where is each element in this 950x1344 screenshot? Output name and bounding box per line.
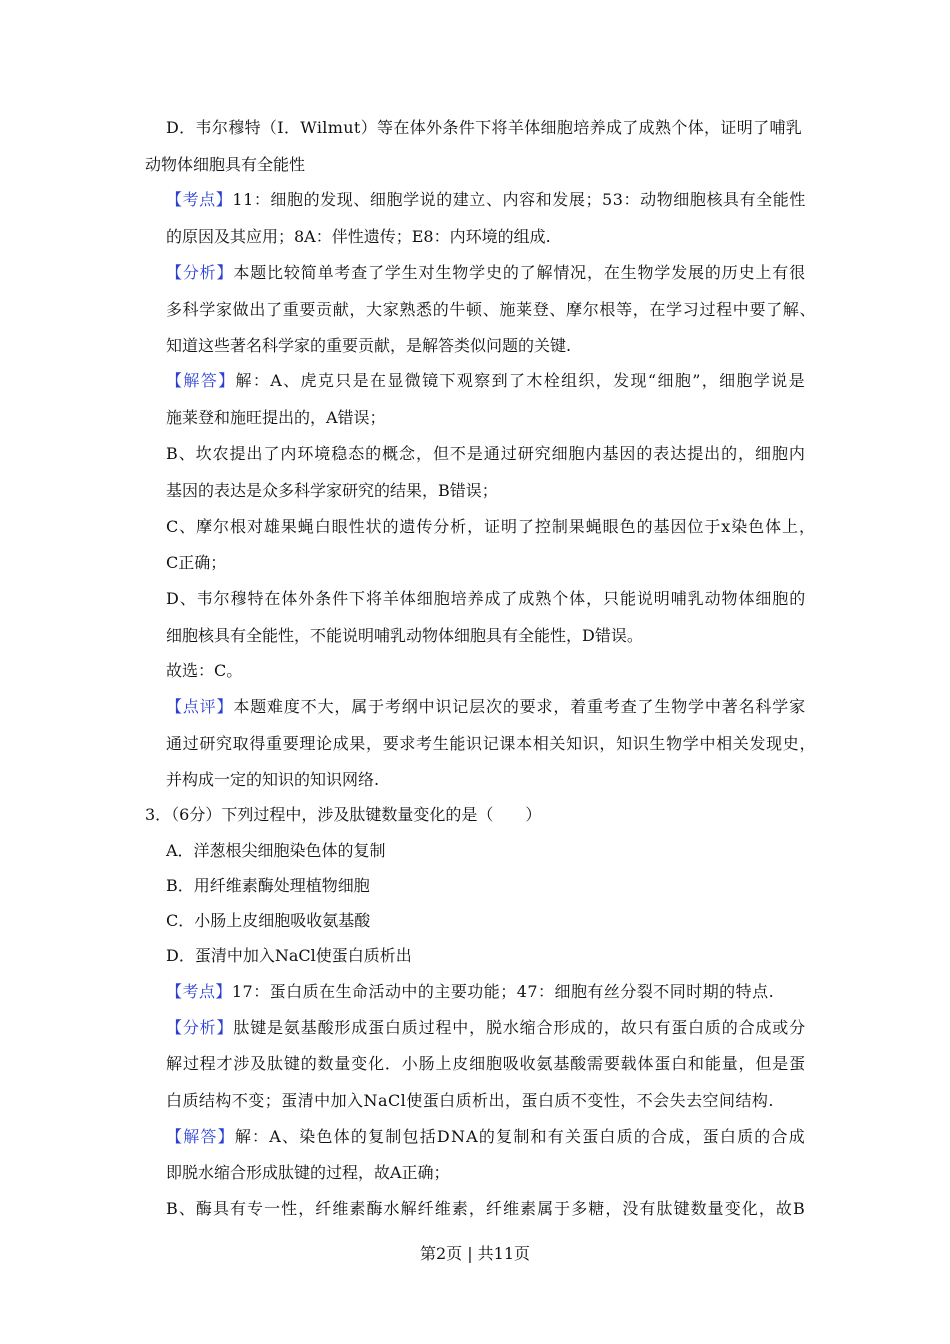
line-text: C正确； bbox=[166, 553, 227, 572]
text-line bbox=[166, 982, 774, 1002]
line-text: 即脱水缩合形成肽键的过程，故A正确； bbox=[166, 1163, 450, 1182]
section-tag: 【分析】 bbox=[166, 263, 234, 282]
text-line bbox=[166, 1199, 806, 1219]
line-text: 多科学家做出了重要贡献，大家熟悉的牛顿、施莱登、摩尔根等，在学习过程中要了解、 bbox=[166, 300, 817, 319]
text-line bbox=[166, 1127, 806, 1147]
line-text: C．小肠上皮细胞吸收氨基酸 bbox=[166, 911, 371, 930]
line-text: D．蛋清中加入NaCl使蛋白质析出 bbox=[166, 946, 412, 965]
line-text: 肽键是氨基酸形成蛋白质过程中，脱水缩合形成的，故只有蛋白质的合成或分 bbox=[233, 1018, 806, 1037]
text-line bbox=[166, 876, 370, 896]
text-line bbox=[166, 946, 412, 966]
text-line bbox=[166, 517, 816, 537]
text-line bbox=[166, 300, 816, 320]
text-line bbox=[166, 553, 226, 573]
text-line bbox=[166, 118, 802, 138]
line-text: 施莱登和施旺提出的，A错误； bbox=[166, 408, 386, 427]
line-text: 故选：C。 bbox=[166, 661, 243, 680]
line-text: 白质结构不变；蛋清中加入NaCl使蛋白质析出，蛋白质不变性，不会失去空间结构. bbox=[166, 1091, 774, 1110]
line-text: 3．（6分）下列过程中，涉及肽键数量变化的是（ ） bbox=[145, 805, 542, 824]
line-text: 解过程才涉及肽键的数量变化．小肠上皮细胞吸收氨基酸需要载体蛋白和能量，但是蛋 bbox=[166, 1054, 806, 1073]
line-text: A．洋葱根尖细胞染色体的复制 bbox=[166, 841, 386, 860]
section-tag: 【考点】 bbox=[166, 190, 233, 209]
line-text: 本题难度不大，属于考纲中识记层次的要求，着重考查了生物学中著名科学家 bbox=[233, 697, 806, 716]
text-line bbox=[145, 805, 541, 825]
line-text: C、摩尔根对雄果蝇白眼性状的遗传分析，证明了控制果蝇眼色的基因位于x染色体上， bbox=[166, 517, 816, 536]
text-line bbox=[166, 589, 806, 609]
line-text: B、酶具有专一性，纤维素酶水解纤维素，纤维素属于多糖，没有肽键数量变化，故B bbox=[166, 1199, 806, 1218]
text-line bbox=[166, 841, 386, 861]
text-line bbox=[166, 336, 571, 356]
line-text: 解：A、染色体的复制包括DNA的复制和有关蛋白质的合成，蛋白质的合成 bbox=[234, 1127, 806, 1146]
text-line bbox=[166, 661, 242, 681]
text-line bbox=[166, 263, 806, 283]
text-line bbox=[166, 408, 386, 428]
text-line bbox=[166, 626, 643, 646]
text-line bbox=[166, 911, 370, 931]
line-text: 的原因及其应用；8A：伴性遗传；E8：内环境的组成. bbox=[166, 227, 551, 246]
text-line bbox=[166, 444, 806, 464]
line-text: 基因的表达是众多科学家研究的结果，B错误； bbox=[166, 481, 498, 500]
section-tag: 【分析】 bbox=[166, 1018, 234, 1037]
text-line bbox=[166, 481, 498, 501]
text-line bbox=[166, 227, 551, 247]
line-text: 动物体细胞具有全能性 bbox=[145, 155, 306, 174]
line-text: D、韦尔穆特在体外条件下将羊体细胞培养成了成熟个体，只能说明哺乳动物体细胞的 bbox=[166, 589, 807, 608]
line-text: 细胞核具有全能性，不能说明哺乳动物体细胞具有全能性，D错误。 bbox=[166, 626, 643, 645]
section-tag: 【解答】 bbox=[166, 371, 236, 390]
line-text: 知道这些著名科学家的重要贡献，是解答类似问题的关键. bbox=[166, 336, 572, 355]
line-text: 11：细胞的发现、细胞学说的建立、内容和发展；53：动物细胞核具有全能性 bbox=[232, 190, 806, 209]
text-line bbox=[166, 1018, 806, 1038]
line-text: 通过研究取得重要理论成果，要求考生能识记课本相关知识，知识生物学中相关发现史， bbox=[166, 734, 817, 753]
line-text: 17：蛋白质在生命活动中的主要功能；47：细胞有丝分裂不同时期的特点. bbox=[231, 982, 775, 1001]
section-tag: 【点评】 bbox=[166, 697, 234, 716]
line-text: 解：A、虎克只是在显微镜下观察到了木栓组织，发现“细胞”，细胞学说是 bbox=[235, 371, 806, 390]
line-text: B、坎农提出了内环境稳态的概念，但不是通过研究细胞内基因的表达提出的，细胞内 bbox=[166, 444, 806, 463]
line-text: 本题比较简单考查了学生对生物学史的了解情况，在生物学发展的历史上有很 bbox=[233, 263, 806, 282]
page-footer: 第2页 | 共11页 bbox=[419, 1244, 531, 1263]
line-text: 并构成一定的知识的知识网络. bbox=[166, 770, 380, 789]
text-line bbox=[166, 734, 816, 754]
text-line bbox=[166, 697, 806, 717]
text-line bbox=[166, 1091, 774, 1111]
text-line bbox=[166, 1163, 450, 1183]
text-line bbox=[145, 155, 305, 175]
text-line bbox=[166, 190, 806, 210]
section-tag: 【考点】 bbox=[166, 982, 232, 1001]
text-line bbox=[166, 371, 806, 391]
section-tag: 【解答】 bbox=[166, 1127, 235, 1146]
line-text: D．韦尔穆特（I．Wilmut）等在体外条件下将羊体细胞培养成了成熟个体，证明了哺乳 bbox=[166, 118, 803, 137]
text-line bbox=[166, 1054, 806, 1074]
line-text: B．用纤维素酶处理植物细胞 bbox=[166, 876, 370, 895]
text-line bbox=[166, 770, 379, 790]
